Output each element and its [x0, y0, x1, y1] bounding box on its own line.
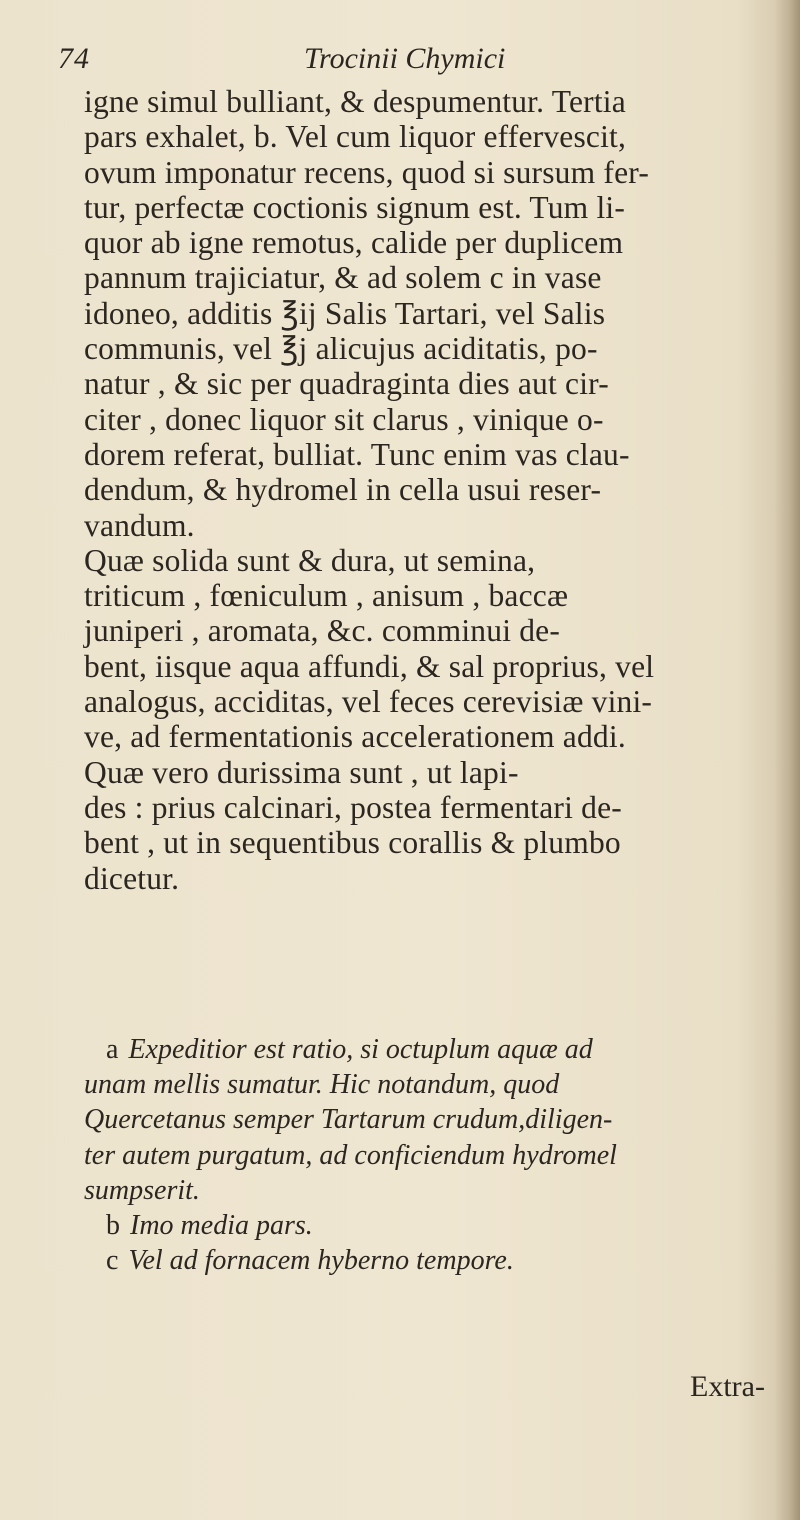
- text-line: analogus, acciditas, vel feces cerevisiæ vini-: [84, 684, 653, 720]
- footnote-b: [84, 1208, 774, 1243]
- footnote-a-line: ter autem purgatum, ad conficiendum hydromel: [84, 1139, 617, 1171]
- footnotes: [84, 1032, 774, 1278]
- text-line: igne simul bulliant, & despumentur. Tertia: [84, 84, 626, 119]
- text-line: citer , donec liquor sit clarus , vinique o-: [84, 401, 604, 437]
- footnote-marker: b: [106, 1209, 120, 1241]
- text-line: quor ab igne remotus, calide per duplicem: [84, 225, 624, 261]
- text-line: Quæ solida sunt & dura, ut semina,: [84, 542, 536, 578]
- text-line: vandum.: [84, 507, 195, 543]
- text-line: dicetur.: [84, 860, 180, 896]
- footnote-marker: a: [106, 1034, 119, 1065]
- text-line: natur , & sic per quadraginta dies aut cir-: [84, 366, 609, 402]
- text-line: ve, ad fermentationis accelerationem addi.: [84, 719, 626, 755]
- running-title: Trocinii Chymici: [304, 42, 506, 75]
- text-line: Quæ vero durissima sunt , ut lapi-: [84, 754, 519, 790]
- text-line: dorem referat, bulliat. Tunc enim vas clau-: [84, 436, 630, 472]
- text-line: tur, perfectæ coctionis signum est. Tum li-: [84, 189, 626, 225]
- footnote-a-line: [84, 1032, 774, 1067]
- footnote-text: Imo media pars.: [130, 1209, 313, 1241]
- text-line: triticum , fœniculum , anisum , baccæ: [84, 578, 569, 614]
- footnote-a-line: Quercetanus semper Tartarum crudum,diligen-: [84, 1104, 613, 1136]
- page-number: 74: [58, 42, 90, 75]
- footnote-a-line: unam mellis sumatur. Hic notandum, quod: [84, 1069, 560, 1101]
- text-line: bent , ut in sequentibus corallis & plumbo: [84, 825, 621, 861]
- text-line: juniperi , aromata, &c. comminui de-: [84, 613, 561, 649]
- text-line: dendum, & hydromel in cella usui reser-: [84, 472, 602, 508]
- footnote-text: Vel ad fornacem hyberno tempore.: [128, 1245, 514, 1277]
- text-line: communis, vel ℥j alicujus aciditatis, po-: [84, 331, 598, 367]
- text-line: ovum imponatur recens, quod si sursum fer-: [84, 154, 650, 190]
- text-line: pannum trajiciatur, & ad solem c in vase: [84, 260, 602, 296]
- page-header: [58, 42, 758, 86]
- catchword: Extra-: [690, 1370, 765, 1403]
- footnote-c: [84, 1243, 774, 1278]
- page-edge-shadow: [774, 0, 800, 1520]
- text-line: bent, iisque aqua affundi, & sal proprius, vel: [84, 648, 655, 684]
- text-line: des : prius calcinari, postea fermentari de-: [84, 789, 622, 825]
- footnote-marker: c: [106, 1245, 119, 1277]
- text-line: pars exhalet, b. Vel cum liquor effervescit,: [84, 119, 627, 155]
- footnote-text: Expeditior est ratio, si octuplum aquæ ad: [128, 1034, 593, 1065]
- text-line: idoneo, additis ℥ij Salis Tartari, vel Salis: [84, 295, 606, 331]
- footnote-a-line: sumpserit.: [84, 1174, 200, 1206]
- main-text: [84, 84, 774, 896]
